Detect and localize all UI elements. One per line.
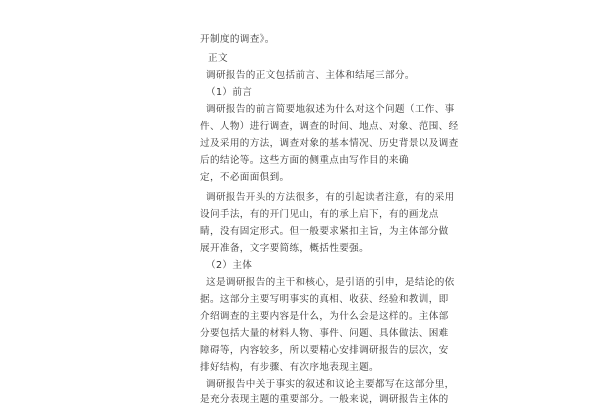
paragraph-line: 调研报告的前言简要地叙述为什么对这个问题（工作、事 — [206, 104, 455, 115]
paragraph-line: 后的结论等。这些方面的侧重点由写作目的来确 — [200, 155, 409, 166]
paragraph-line: 调研报告的正文包括前言、主体和结尾三部分。 — [206, 70, 415, 81]
paragraph-line: 开制度的调查》。 — [200, 34, 275, 45]
paragraph-line: 件、人物）进行调查，调查的时间、地点、对象、范围、经 — [200, 121, 459, 132]
section-heading-body: 正文 — [208, 53, 228, 64]
paragraph-line: 调研报告开头的方法很多，有的引起读者注意，有的采用 — [206, 192, 455, 203]
subsection-heading-preface: （1）前言 — [206, 87, 253, 98]
paragraph-line: 分要包括大量的材料人物、事件、问题、具体做法、困难 — [200, 328, 449, 339]
paragraph-line: 定，不必面面俱到。 — [200, 172, 290, 183]
paragraph-line: 设问手法，有的开门见山，有的承上启下，有的画龙点 — [200, 209, 439, 220]
paragraph-line: 介绍调查的主要内容是什么，为什么会是这样的。主体部 — [200, 311, 449, 322]
paragraph-line: 调研报告中关于事实的叙述和议论主要都写在这部分里， — [206, 379, 455, 390]
paragraph-line: 这是调研报告的主干和核心，是引语的引申，是结论的依 — [206, 277, 455, 288]
paragraph-line: 是充分表现主题的重要部分。一般来说，调研报告主体的 — [200, 394, 449, 405]
paragraph-line: 展开准备，文字要简练，概括性要强。 — [200, 243, 370, 254]
subsection-heading-main: （2）主体 — [206, 260, 253, 271]
paragraph-line: 障碍等，内容较多，所以要精心安排调研报告的层次，安 — [200, 345, 449, 356]
paragraph-line: 据。这部分主要写明事实的真相、收获、经验和教训，即 — [200, 294, 449, 305]
paragraph-line: 睛，没有固定形式。但一般要求紧扣主旨，为主体部分做 — [200, 226, 449, 237]
paragraph-line: 过及采用的方法，调查对象的基本情况、历史背景以及调查 — [200, 138, 459, 149]
paragraph-line: 排好结构，有步骤、有次序地表现主题。 — [200, 362, 379, 373]
